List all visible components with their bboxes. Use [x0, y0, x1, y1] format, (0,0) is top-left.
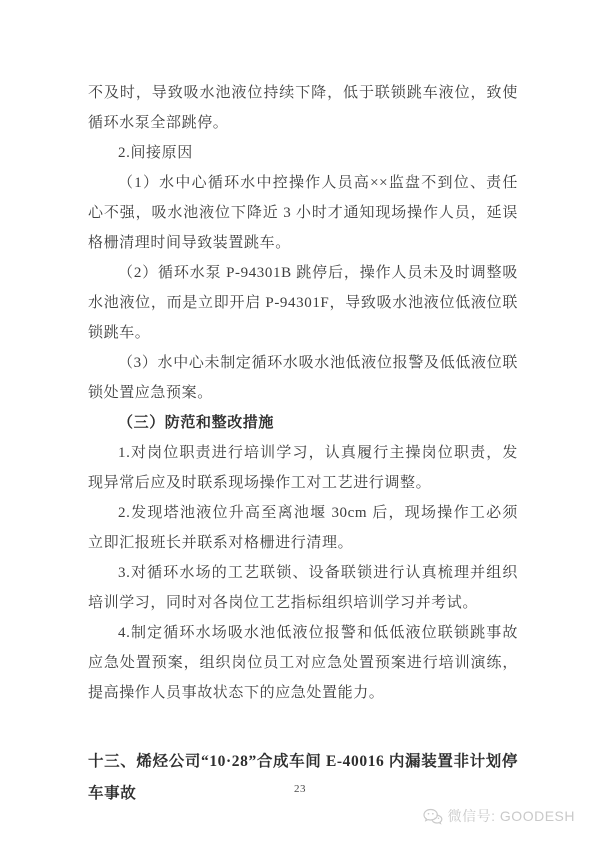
- watermark-label: 微信号: GOODESH: [447, 808, 575, 824]
- watermark: [423, 806, 575, 826]
- paragraph: 3.对循环水场的工艺联锁、设备联锁进行认真梳理并组织培训学习，同时对各岗位工艺指标组织培训学习并考试。: [88, 565, 518, 611]
- paragraph: 4.制定循环水场吸水池低液位报警和低低液位联锁跳事故应急处置预案，组织岗位员工对应急处置预案进行培训演练，提高操作人员事故状态下的应急处置能力。: [88, 625, 518, 701]
- paragraph: （1）水中心循环水中控操作人员高××监盘不到位、责任心不强，吸水池液位下降近 3 小时才通知现场操作人员，延误格栅清理时间导致装置跳车。: [88, 175, 518, 251]
- paragraph: 不及时，导致吸水池液位持续下降，低于联锁跳车液位，致使循环水泵全部跳停。: [88, 85, 518, 131]
- document-body: [88, 78, 518, 810]
- paragraph: （2）循环水泵 P-94301B 跳停后，操作人员未及时调整吸水池液位，而是立即开启 P-94301F，导致吸水池液位低液位联锁跳车。: [88, 265, 518, 341]
- section-heading: （三）防范和整改措施: [118, 415, 275, 431]
- paragraph: 1.对岗位职责进行培训学习，认真履行主操岗位职责，发现异常后应及时联系现场操作工对工艺进行调整。: [88, 445, 518, 491]
- chapter-heading: 十三、烯烃公司“10·28”合成车间 E-40016 内漏装置非计划停车事故: [88, 753, 518, 802]
- wechat-icon: [423, 808, 443, 825]
- paragraph: （3）水中心未制定循环水吸水池低液位报警及低低液位联锁处置应急预案。: [88, 355, 518, 401]
- page-number: 23: [294, 783, 306, 795]
- paragraph: 2.间接原因: [118, 145, 193, 161]
- paragraph: 2.发现塔池液位升高至离池堰 30cm 后，现场操作工必须立即汇报班长并联系对格栅进行清理。: [88, 505, 518, 551]
